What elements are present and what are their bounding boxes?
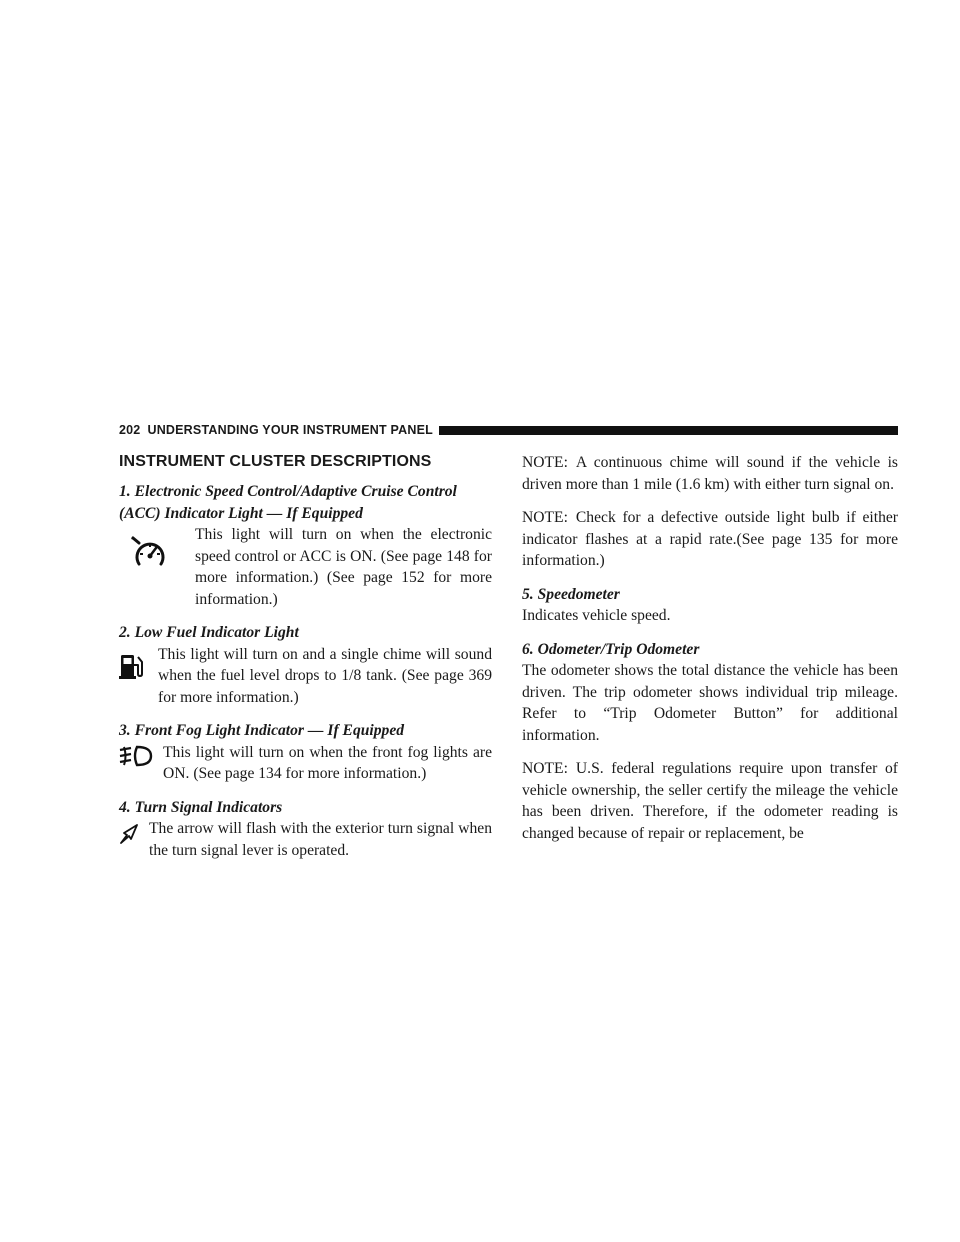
header-rule [439, 426, 898, 435]
item-description: This light will turn on and a single chime will sound when the fuel level drops to 1/8 tank. (See page 369 for more information.) [158, 645, 492, 706]
note-odometer-regulations [522, 758, 898, 844]
item-speedometer [522, 584, 898, 627]
item-heading [119, 481, 492, 524]
page-header [119, 422, 898, 438]
page-number: 202 [119, 423, 141, 437]
note-turn-signal-chime [522, 452, 898, 495]
item-heading: 6. Odometer/Trip Odometer [522, 640, 700, 658]
item-heading: 3. Front Fog Light Indicator — If Equipped [119, 722, 405, 739]
left-column [119, 452, 492, 873]
note-label: NOTE: [522, 454, 568, 471]
item-description: Indicates vehicle speed. [522, 607, 671, 624]
note-text: U.S. federal regulations require upon transfer of vehicle ownership, the seller certify the mileage the vehicle has been driven. Therefore, if the odometer reading is changed because of repair or replacement, be [522, 760, 898, 842]
item-front-fog [119, 720, 492, 785]
item-low-fuel [119, 622, 492, 708]
item-description: The arrow will flash with the exterior turn signal when the turn signal lever is operated. [149, 820, 492, 859]
fuel-pump-icon [119, 652, 143, 680]
item-heading: 5. Speedometer [522, 585, 620, 603]
speed-control-icon [129, 534, 169, 572]
section-title: INSTRUMENT CLUSTER DESCRIPTIONS [119, 453, 432, 470]
item-heading: 4. Turn Signal Indicators [119, 798, 283, 816]
right-column [522, 452, 898, 844]
item-odometer [522, 639, 898, 747]
item-description: The odometer shows the total distance the vehicle has been driven. The trip odometer shows individual trip mileage. Refer to “Trip Odometer Button” for additional information. [522, 662, 898, 744]
item-speed-control [119, 481, 492, 610]
item-turn-signal [119, 797, 492, 862]
item-heading: 2. Low Fuel Indicator Light [119, 624, 299, 641]
item-description: This light will turn on when the front fog lights are ON. (See page 134 for more information.) [163, 743, 492, 782]
item-heading-line: (ACC) Indicator Light — If Equipped [119, 504, 363, 522]
note-label: NOTE: [522, 760, 568, 777]
item-heading-line: 1. Electronic Speed Control/Adaptive Cruise Control [119, 483, 457, 500]
front-fog-light-icon [119, 745, 153, 767]
note-label: NOTE: [522, 509, 568, 526]
chapter-title: UNDERSTANDING YOUR INSTRUMENT PANEL [147, 423, 433, 437]
turn-signal-arrow-icon [119, 823, 139, 845]
note-defective-bulb [522, 507, 898, 572]
item-description: This light will turn on when the electronic speed control or ACC is ON. (See page 148 for more information.) (See page 152 for more information.) [195, 526, 492, 608]
note-text: Check for a defective outside light bulb if either indicator flashes at a rapid rate.(See page 135 for more information.) [522, 509, 898, 569]
note-text: A continuous chime will sound if the vehicle is driven more than 1 mile (1.6 km) with either turn signal on. [522, 454, 898, 493]
